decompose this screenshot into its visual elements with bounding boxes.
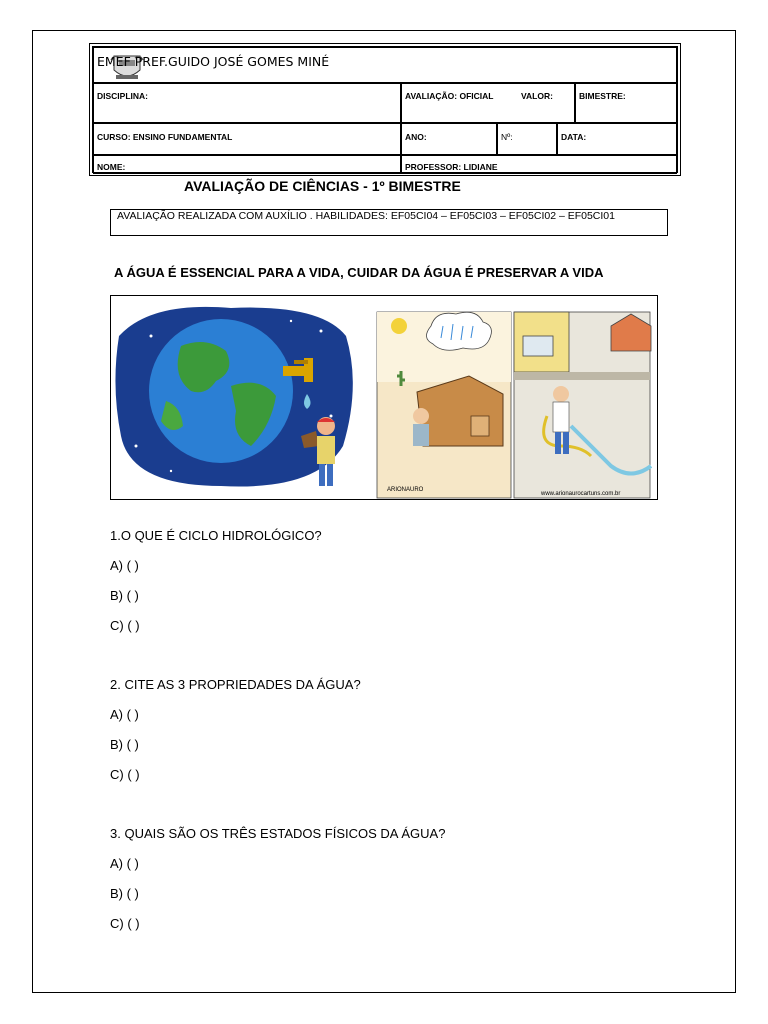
water-waste-cartoon: [514, 312, 651, 498]
question-2-option-a[interactable]: A) ( ): [110, 707, 139, 722]
header-inner: [92, 46, 678, 173]
curso-cell: [93, 123, 401, 155]
question-1-option-b[interactable]: B) ( ): [110, 588, 139, 603]
bimestre-label: BIMESTRE:: [579, 91, 626, 101]
question-3: 3. QUAIS SÃO OS TRÊS ESTADOS FÍSICOS DA ÁGUA?: [110, 826, 446, 841]
avaliacao-cell: [401, 83, 575, 123]
ano-cell: [401, 123, 497, 155]
illustration-figure: [110, 295, 658, 500]
valor-label: VALOR:: [521, 91, 553, 101]
data-cell: [557, 123, 677, 155]
school-row: [93, 47, 677, 83]
numero-label: Nº:: [501, 132, 513, 142]
ano-label: ANO:: [405, 132, 427, 142]
earth-tap-cartoon: [115, 307, 352, 487]
disciplina-cell: [93, 83, 401, 123]
question-2-option-c[interactable]: C) ( ): [110, 767, 140, 782]
numero-cell: [497, 123, 557, 155]
slogan-heading: A ÁGUA É ESSENCIAL PARA A VIDA, CUIDAR DA ÁGUA É PRESERVAR A VIDA: [114, 265, 604, 280]
drought-cartoon: [377, 312, 511, 498]
nome-cell: [93, 155, 401, 174]
page-title: AVALIAÇÃO DE CIÊNCIAS - 1º BIMESTRE: [184, 178, 461, 194]
bimestre-cell: [575, 83, 677, 123]
question-1-option-c[interactable]: C) ( ): [110, 618, 140, 633]
nome-label: NOME:: [97, 162, 126, 172]
professor-cell: [401, 155, 677, 174]
avaliacao-label: AVALIAÇÃO: OFICIAL: [405, 91, 494, 101]
curso-label: CURSO: ENSINO FUNDAMENTAL: [97, 132, 233, 142]
water-cartoons-image: [111, 296, 657, 499]
school-name: EMEF PREF.GUIDO JOSÉ GOMES MINÉ: [97, 54, 330, 69]
cartoon-url: www.arionaurocartuns.com.br: [541, 491, 621, 497]
question-3-option-b[interactable]: B) ( ): [110, 886, 139, 901]
header-table: [89, 43, 681, 176]
professor-label: PROFESSOR: LIDIANE: [405, 162, 498, 172]
question-3-option-a[interactable]: A) ( ): [110, 856, 139, 871]
question-2-option-b[interactable]: B) ( ): [110, 737, 139, 752]
question-1: 1.O QUE É CICLO HIDROLÓGICO?: [110, 528, 322, 543]
skills-box: AVALIAÇÃO REALIZADA COM AUXÍLIO . HABILIDADES: EF05CI04 – EF05CI03 – EF05CI02 – EF05CI01: [110, 209, 668, 236]
data-label: DATA:: [561, 132, 587, 142]
disciplina-label: DISCIPLINA:: [97, 91, 148, 101]
question-3-option-c[interactable]: C) ( ): [110, 916, 140, 931]
question-1-option-a[interactable]: A) ( ): [110, 558, 139, 573]
question-2: 2. CITE AS 3 PROPRIEDADES DA ÁGUA?: [110, 677, 361, 692]
cartoon-signature: ARIONAURO: [387, 487, 424, 493]
